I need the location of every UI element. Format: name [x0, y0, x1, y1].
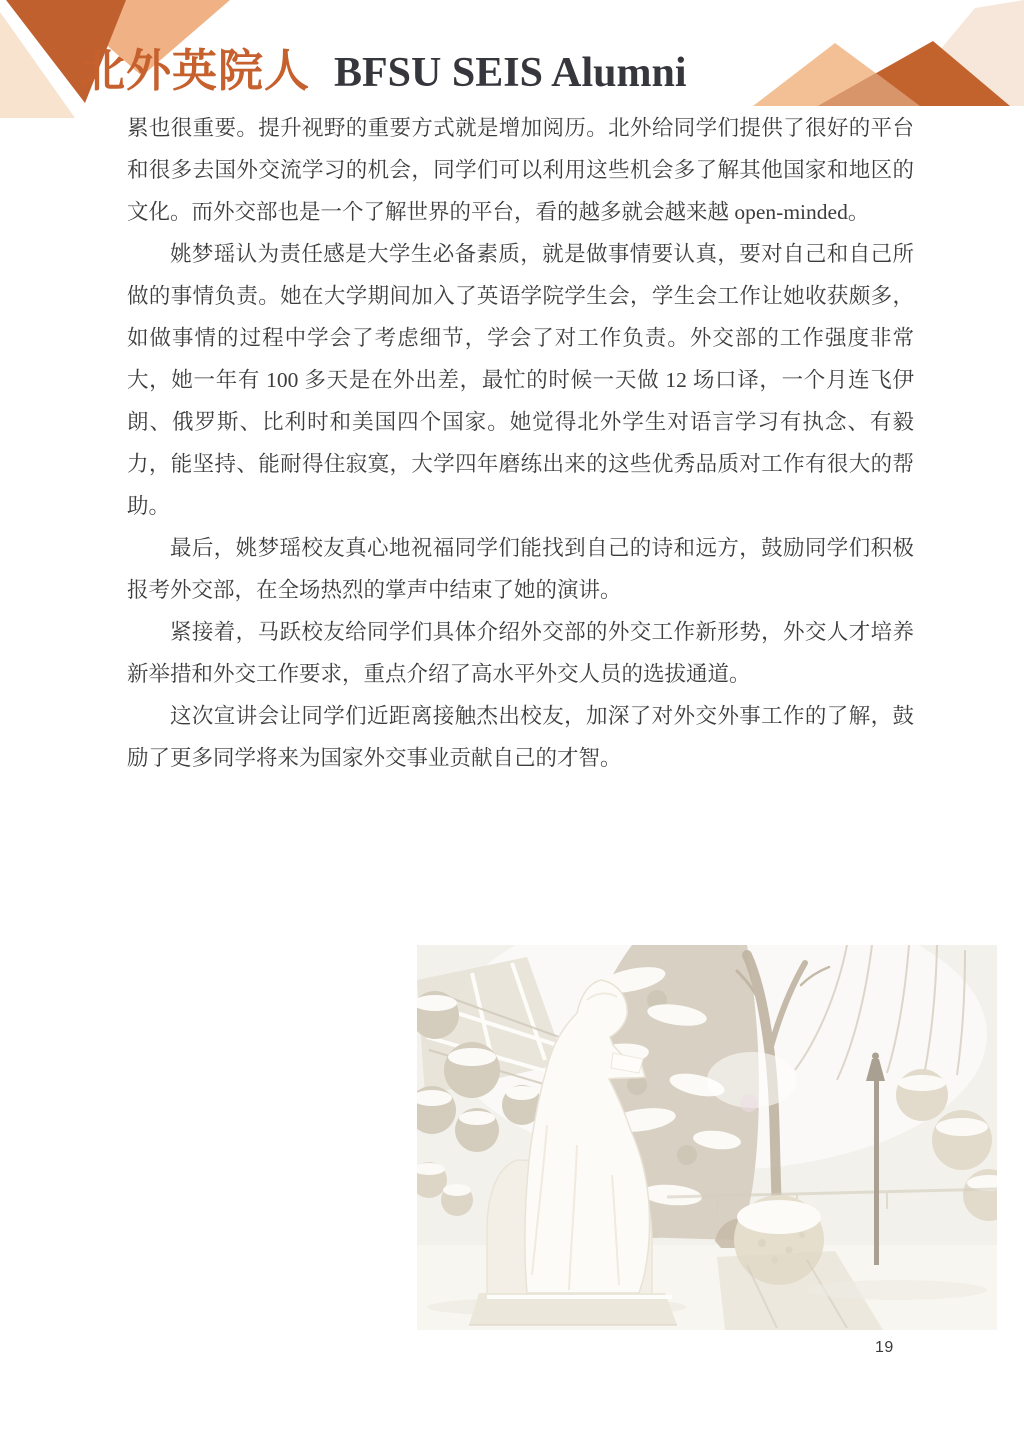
paragraph-1: 累也很重要。提升视野的重要方式就是增加阅历。北外给同学们提供了很好的平台和很多去国外交流学习的机会，同学们可以利用这些机会多了解其他国家和地区的文化。而外交部也是一个了解世界的平台，看的越多就会越来越 open-minded。	[127, 116, 914, 224]
article-body	[127, 107, 914, 779]
paragraph-2: 姚梦瑶认为责任感是大学生必备素质，就是做事情要认真，要对自己和自己所做的事情负责。她在大学期间加入了英语学院学生会，学生会工作让她收获颇多，如做事情的过程中学会了考虑细节，学会了对工作负责。外交部的工作强度非常大，她一年有 100 多天是在外出差，最忙的时候一天做 12 场口译，一个月连飞伊朗、俄罗斯、比利时和美国四个国家。她觉得北外学生对语言学习有执念、有毅力，能坚持、能耐得住寂寞，大学四年磨练出来的这些优秀品质对工作有很大的帮助。	[127, 242, 914, 518]
page-number: 19	[875, 1339, 894, 1356]
snow-scene-illustration	[417, 945, 997, 1330]
masthead-chinese-title: 北外英院人	[80, 45, 311, 96]
campus-snow-photo	[417, 945, 997, 1330]
paragraph-4: 紧接着，马跃校友给同学们具体介绍外交部的外交工作新形势，外交人才培养新举措和外交工作要求，重点介绍了高水平外交人员的选拔通道。	[127, 620, 914, 686]
paragraph-3: 最后，姚梦瑶校友真心地祝福同学们能找到自己的诗和远方，鼓励同学们积极报考外交部，在全场热烈的掌声中结束了她的演讲。	[127, 536, 914, 602]
page-header	[80, 46, 687, 96]
masthead-english-title: BFSU SEIS Alumni	[334, 50, 687, 96]
paragraph-5: 这次宣讲会让同学们近距离接触杰出校友，加深了对外交外事工作的了解，鼓励了更多同学将来为国家外交事业贡献自己的才智。	[127, 704, 914, 770]
